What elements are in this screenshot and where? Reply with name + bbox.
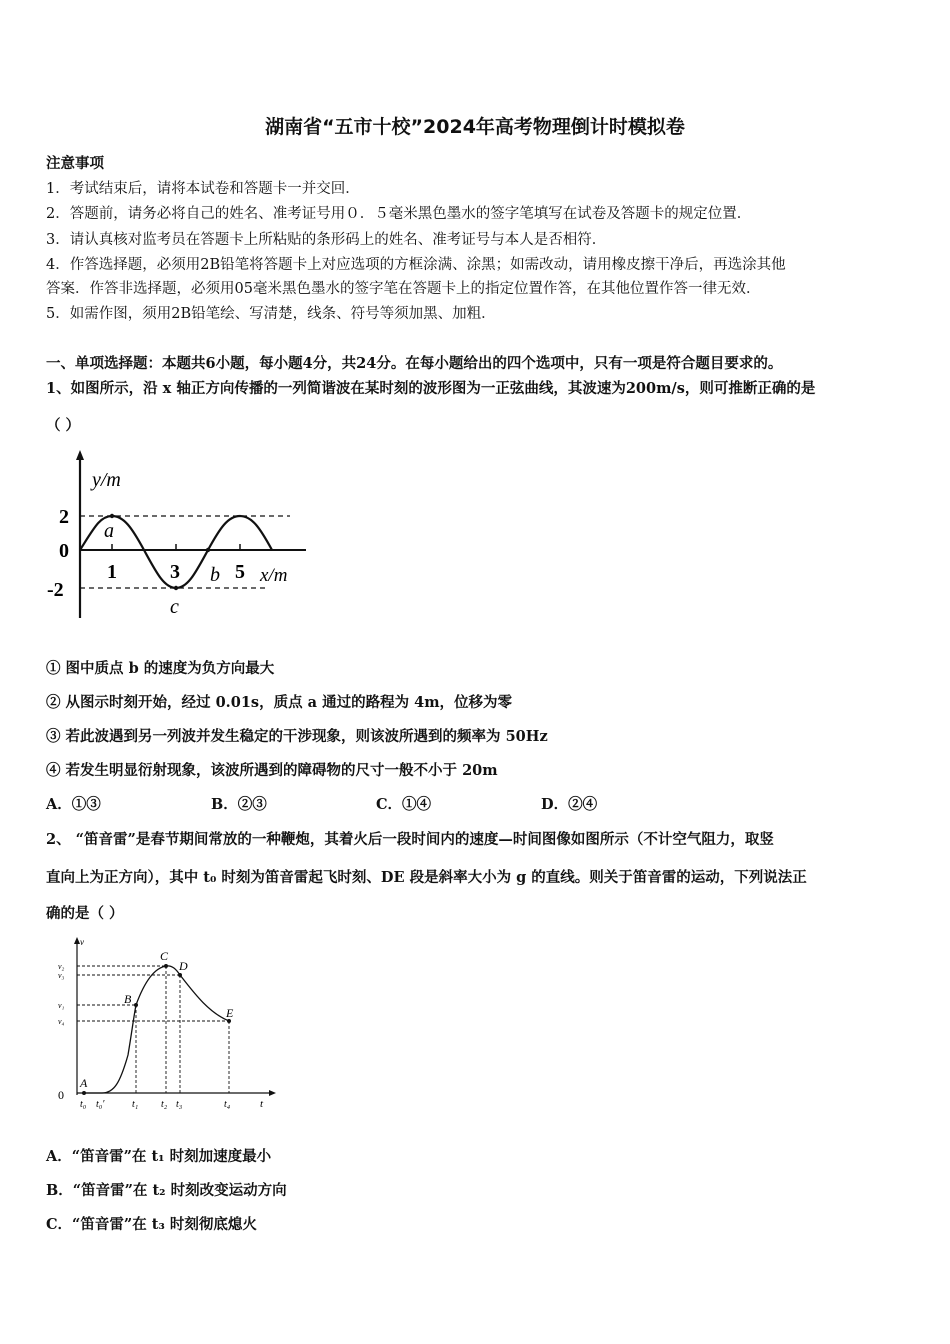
t-tick-label: t₀′ (96, 1099, 105, 1110)
x-tick-label: 3 (170, 561, 180, 583)
q1-option-a[interactable]: A．①③ (46, 796, 101, 813)
notice-item: 1．考试结束后，请将本试卷和答题卡一并交回． (46, 181, 360, 197)
y-tick-label: 2 (59, 506, 69, 528)
q2-option-b[interactable]: B．“笛音雷”在 t₂ 时刻改变运动方向 (46, 1182, 287, 1199)
section-heading: 一、单项选择题：本题共6小题，每小题4分，共24分。在每小题给出的四个选项中，只有一项是符合题目要求的。 (46, 355, 783, 372)
t-tick-label: t₃ (176, 1099, 183, 1110)
t-tick-label: t₂ (161, 1099, 168, 1110)
x-tick-label: 1 (107, 561, 117, 583)
q1-answer-blank: （ ） (46, 417, 81, 434)
q2-vt-figure (44, 935, 284, 1115)
v-tick-label: v₂ (58, 962, 65, 971)
page-title: 湖南省“五市十校”2024年高考物理倒计时模拟卷 (265, 116, 685, 138)
t-tick-label: t₁ (132, 1099, 139, 1110)
x-tick-label: 5 (235, 561, 245, 583)
q1-statement: ④ 若发生明显衍射现象，该波所遇到的障碍物的尺寸一般不小于 20m (46, 762, 498, 779)
vt-curve (84, 966, 229, 1093)
point-B-label: B (124, 992, 132, 1006)
q1-statement: ② 从图示时刻开始，经过 0.01s，质点 a 通过的路程为 4m，位移为零 (46, 694, 513, 711)
t-tick-label: t₀ (80, 1099, 87, 1110)
point-D-label: D (179, 959, 188, 973)
v-axis-label: v (80, 937, 84, 947)
point-c-label: c (170, 596, 179, 618)
y-axis-arrow-icon (76, 450, 84, 460)
notice-item: 4．作答选择题，必须用2B铅笔将答题卡上对应选项的方框涂满、涂黑；如需改动，请用橡皮擦干净后，再选涂其他 (46, 257, 786, 273)
notice-item: 3．请认真核对监考员在答题卡上所粘贴的条形码上的姓名、准考证号与本人是否相符． (46, 232, 607, 248)
t-axis-label: t (260, 1098, 264, 1110)
q1-wave-figure (44, 450, 314, 625)
origin-label: 0 (58, 1088, 64, 1102)
y-tick-label: 0 (59, 540, 69, 562)
point-C-label: C (160, 949, 169, 963)
y-tick-label: -2 (47, 579, 64, 601)
q2-stem: 确的是（ ） (46, 905, 124, 922)
q1-option-d[interactable]: D．②④ (541, 796, 598, 813)
point-b-dot (206, 548, 210, 552)
q2-option-c[interactable]: C．“笛音雷”在 t₃ 时刻彻底熄火 (46, 1216, 257, 1233)
q1-statement: ③ 若此波遇到另一列波并发生稳定的干涉现象，则该波所遇到的频率为 50Hz (46, 728, 548, 745)
notice-item: 5．如需作图，须用2B铅笔绘、写清楚，线条、符号等须加黑、加粗． (46, 306, 496, 322)
x-axis-label: x/m (260, 565, 288, 586)
point-a-label: a (104, 520, 114, 542)
t-axis-arrow-icon (269, 1090, 276, 1096)
notice-item: 2．答题前，请务必将自己的姓名、准考证号用０．５毫米黑色墨水的签字笔填写在试卷及答题卡的规定位置． (46, 206, 752, 222)
q1-statement: ① 图中质点 b 的速度为负方向最大 (46, 660, 275, 677)
q1-options (46, 793, 706, 814)
t-tick-label: t₄ (224, 1099, 231, 1110)
v-tick-label: v₃ (58, 971, 65, 980)
y-axis-label: y/m (92, 469, 121, 491)
v-tick-label: v₁ (58, 1001, 65, 1010)
point-a-dot (110, 514, 114, 518)
notice-item: 答案．作答非选择题，必须用05毫米黑色墨水的签字笔在答题卡上的指定位置作答，在其他位置作答一律无效． (46, 281, 761, 297)
point-E-label: E (226, 1006, 234, 1020)
q1-stem: 1、如图所示，沿 x 轴正方向传播的一列简谐波在某时刻的波形图为一正弦曲线，其波速为200m/s，则可推断正确的是 (46, 380, 816, 397)
q2-stem: 2、 “笛音雷”是春节期间常放的一种鞭炮，其着火后一段时间内的速度—时间图像如图所示（不计空气阻力，取竖 (46, 831, 774, 848)
notice-heading: 注意事项 (46, 155, 104, 172)
q1-option-c[interactable]: C．①④ (376, 796, 432, 813)
point-b-label: b (210, 564, 220, 586)
point-A-label: A (80, 1076, 88, 1090)
q1-option-b[interactable]: B．②③ (211, 796, 267, 813)
q2-option-a[interactable]: A．“笛音雷”在 t₁ 时刻加速度最小 (46, 1148, 272, 1165)
v-tick-label: v₄ (58, 1017, 65, 1026)
point-c-dot (174, 586, 178, 590)
q2-stem: 直向上为正方向），其中 t₀ 时刻为笛音雷起飞时刻、DE 段是斜率大小为 g 的直线。则关于笛音雷的运动，下列说法正 (46, 869, 807, 886)
